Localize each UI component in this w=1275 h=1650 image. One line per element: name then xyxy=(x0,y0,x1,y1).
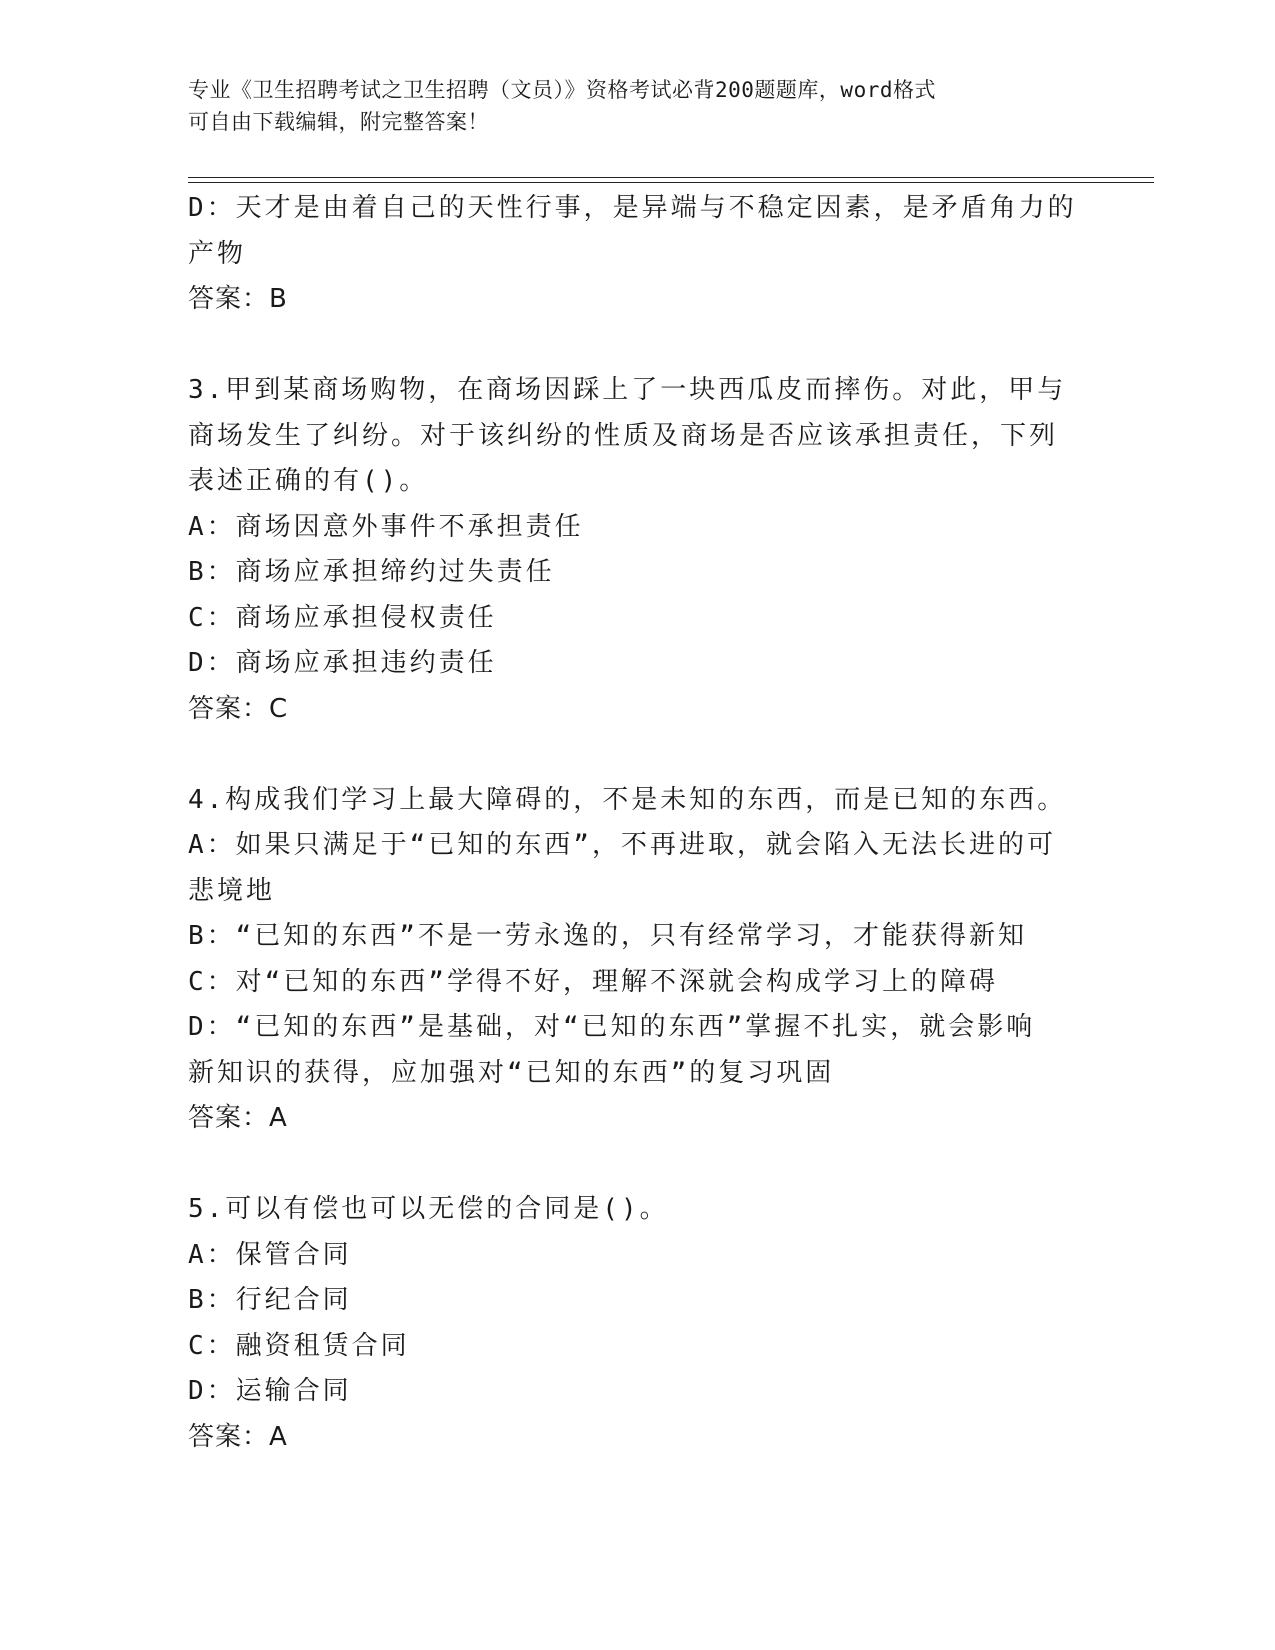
document-header xyxy=(188,74,1088,138)
option-a: A：商场因意外事件不承担责任 xyxy=(188,511,584,542)
question-stem-continued: 表述正确的有()。 xyxy=(188,466,429,496)
option-d-continued: 新知识的获得，应加强对“已知的东西”的复习巩固 xyxy=(188,1057,835,1088)
answer-line: 答案：B xyxy=(188,284,288,314)
option-b: B：行纪合同 xyxy=(188,1285,352,1315)
option-d-continued: 产物 xyxy=(188,238,247,269)
option-a: A：如果只满足于“已知的东西”，不再进取，就会陷入无法长进的可 xyxy=(188,830,1056,860)
option-b: B：“已知的东西”不是一劳永逸的，只有经常学习，才能获得新知 xyxy=(188,921,1027,951)
option-c: C：商场应承担侵权责任 xyxy=(188,602,497,633)
header-divider-bottom xyxy=(188,182,1154,183)
question-spacer xyxy=(188,323,1088,369)
question-4 xyxy=(188,778,1088,1142)
question-list xyxy=(188,186,1088,1460)
option-a: A：保管合同 xyxy=(188,1239,352,1270)
header-title-line-2: 可自由下载编辑，附完整答案！ xyxy=(188,110,489,134)
header-divider-top xyxy=(188,177,1154,178)
question-stem: 5.可以有偿也可以无偿的合同是()。 xyxy=(188,1194,669,1224)
question-stem: 3.甲到某商场购物，在商场因踩上了一块西瓜皮而摔伤。对此，甲与 xyxy=(188,375,1067,405)
option-d: D：运输合同 xyxy=(188,1376,352,1406)
header-title-line-1: 专业《卫生招聘考试之卫生招聘（文员）》资格考试必背200题题库，word格式 xyxy=(188,78,936,102)
answer-line: 答案：A xyxy=(188,1103,288,1133)
question-5 xyxy=(188,1187,1088,1460)
question-spacer xyxy=(188,732,1088,778)
option-c: C：融资租赁合同 xyxy=(188,1330,410,1361)
question-stem-continued: 商场发生了纠纷。对于该纠纷的性质及商场是否应该承担责任，下列 xyxy=(188,420,1059,451)
question-spacer xyxy=(188,1142,1088,1188)
option-c: C：对“已知的东西”学得不好，理解不深就会构成学习上的障碍 xyxy=(188,966,998,997)
option-d: D：商场应承担违约责任 xyxy=(188,648,497,678)
option-d: D：“已知的东西”是基础，对“已知的东西”掌握不扎实，就会影响 xyxy=(188,1012,1036,1042)
answer-line: 答案：C xyxy=(188,693,289,724)
question-3 xyxy=(188,368,1088,732)
option-a-continued: 悲境地 xyxy=(188,875,276,906)
option-b: B：商场应承担缔约过失责任 xyxy=(188,557,555,587)
question-2-tail xyxy=(188,186,1088,323)
answer-line: 答案：A xyxy=(188,1421,288,1452)
question-stem: 4.构成我们学习上最大障碍的，不是未知的东西，而是已知的东西。 xyxy=(188,784,1067,815)
option-d: D：天才是由着自己的天性行事，是异端与不稳定因素，是矛盾角力的 xyxy=(188,193,1077,223)
